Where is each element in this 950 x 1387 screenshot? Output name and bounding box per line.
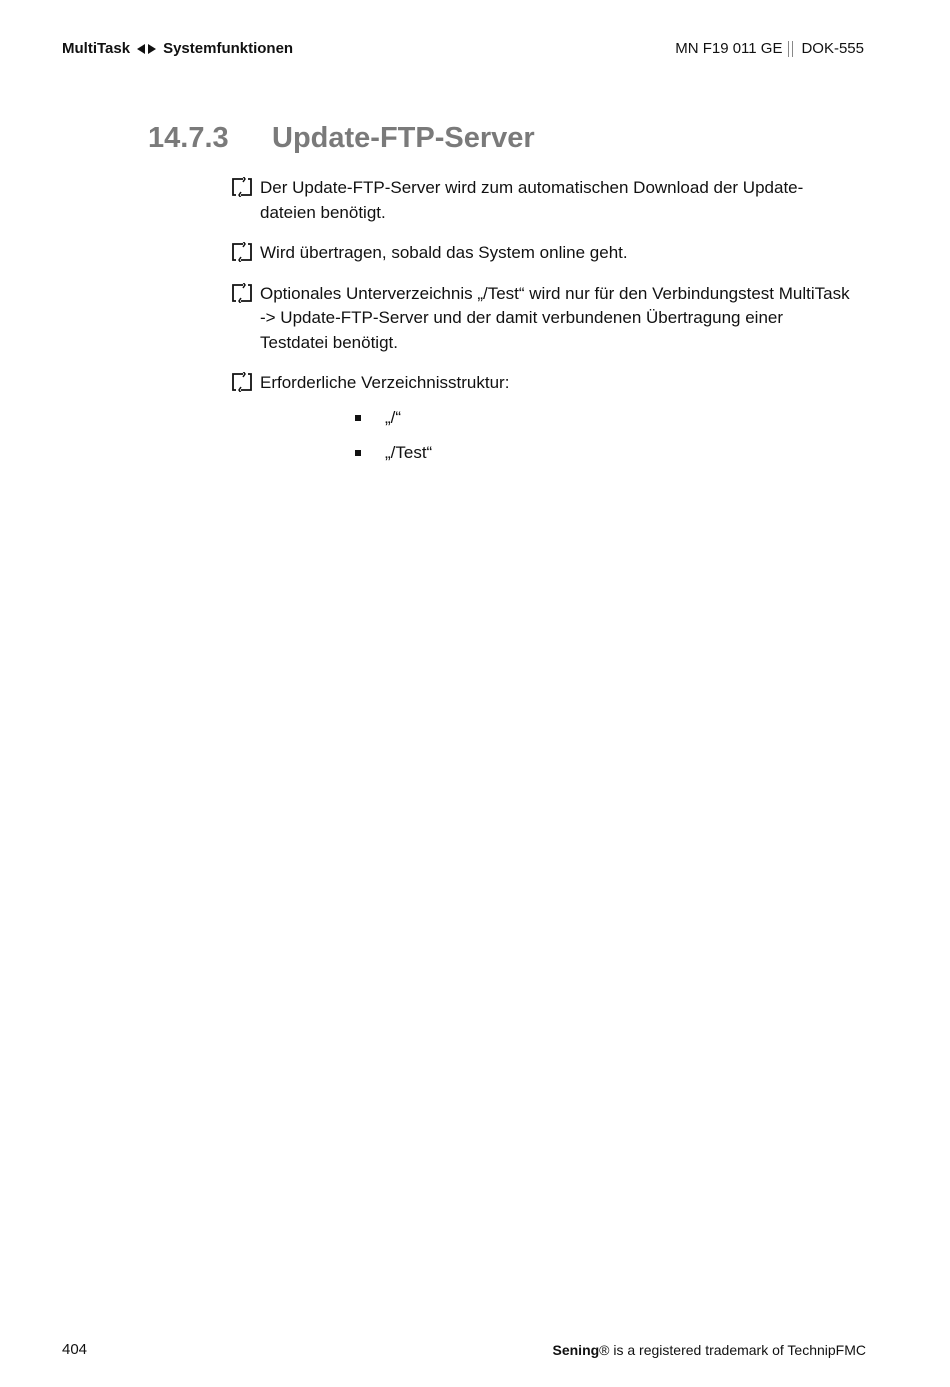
header-doc-id: MN F19 011 GE (675, 40, 783, 57)
info-paragraph (230, 176, 850, 225)
list-item-text: „/“ (385, 408, 402, 427)
footer-trademark (553, 1342, 867, 1358)
nav-arrows (137, 44, 156, 54)
list-item (355, 406, 432, 430)
info-paragraphs (230, 176, 850, 412)
paragraph-text: Der Update-FTP-Server wird zum automatischen Download der Update-dateien benötigt. (260, 178, 804, 222)
running-header-left (62, 40, 293, 57)
arrow-left-icon (137, 44, 145, 54)
header-chapter: Systemfunktionen (163, 40, 294, 57)
info-paragraph (230, 282, 850, 356)
bullet-square-icon (355, 415, 361, 421)
info-icon (230, 242, 254, 262)
page-number: 404 (62, 1341, 88, 1358)
info-icon (230, 177, 254, 197)
paragraph-text: Optionales Unterverzeichnis „/Test“ wird nur für den Verbindungstest MultiTask -> Update-FTP-Server und der damit verbundenen Übertragung einer Testdatei benötigt. (260, 283, 850, 352)
arrow-right-icon (148, 44, 156, 54)
running-header-right (675, 40, 864, 57)
section-title: Update-FTP-Server (272, 122, 535, 154)
list-item-text: „/Test“ (385, 443, 433, 462)
info-paragraph (230, 241, 850, 266)
bullet-square-icon (355, 450, 361, 456)
header-separator (788, 41, 793, 57)
footer-brand: Sening (552, 1342, 600, 1358)
directory-list (355, 406, 432, 476)
section-number: 14.7.3 (148, 122, 229, 154)
paragraph-text: Wird übertragen, sobald das System online geht. (260, 243, 628, 262)
paragraph-text: Erforderliche Verzeichnisstruktur: (260, 373, 510, 392)
footer-trademark-text: ® is a registered trademark of TechnipFMC (599, 1342, 866, 1358)
list-item (355, 441, 432, 465)
info-icon (230, 372, 254, 392)
info-paragraph (230, 371, 850, 396)
header-product: MultiTask (62, 40, 131, 57)
header-doc-code: DOK-555 (801, 40, 864, 57)
info-icon (230, 283, 254, 303)
